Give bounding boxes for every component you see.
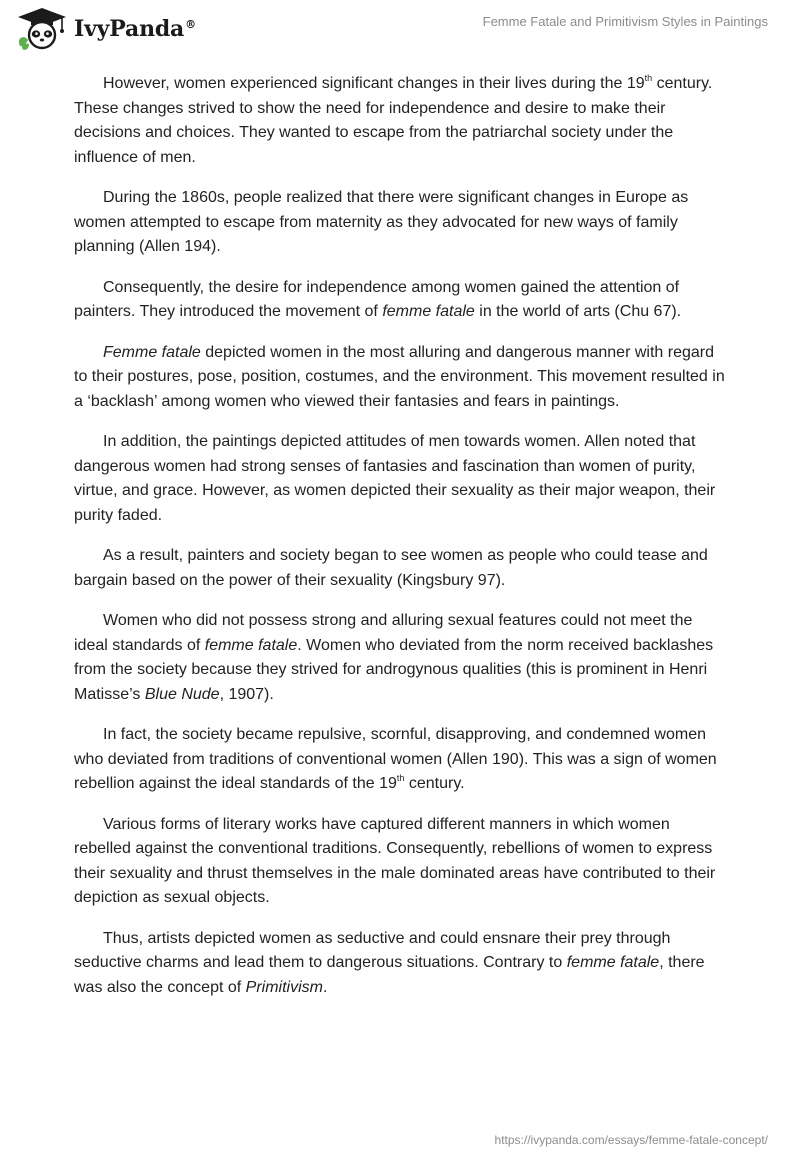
paragraph <box>74 927 728 1001</box>
document-title: Femme Fatale and Primitivism Styles in Paintings <box>482 14 768 29</box>
text-run: Thus, artists depicted women as seductive and could ensnare their prey through seductive charms and lead them to dangerous situations. Contrary to <box>74 929 671 971</box>
text-run: As a result, painters and society began to see women as people who could tease and bargain based on the power of their sexuality (Kingsbury 97). <box>74 547 708 589</box>
essay-body <box>74 72 728 1016</box>
paragraph <box>74 276 728 325</box>
paragraph <box>74 813 728 911</box>
text-run: depicted women in the most alluring and dangerous manner with regard to their postures, pose, position, costumes, and the environment. This movement resulted in a ‘backlash’ among women who viewed their fantasies and fears in paintings. <box>74 343 725 410</box>
text-run: century. <box>404 775 465 792</box>
text-run: in the world of arts (Chu 67). <box>474 303 682 320</box>
panda-graduate-icon <box>14 6 70 52</box>
italic-text: femme fatale <box>382 303 475 320</box>
text-run: , 1907). <box>219 685 274 703</box>
text-run: During the 1860s, people realized that there were significant changes in Europe as women attempted to escape from maternity as they advocated for new ways of family planning (Allen 194). <box>74 189 689 255</box>
text-run: However, women experienced significant changes in their lives during the 19 <box>103 75 645 92</box>
text-run: Various forms of literary works have captured different manners in which women rebelled against the conventional traditions. Consequently, rebellions of women to express their sexuality and thrust themselves in the male dominated areas have contributed to their depiction as sexual objects. <box>74 815 716 906</box>
italic-text: Primitivism <box>245 978 323 996</box>
paragraph <box>74 609 728 707</box>
paragraph <box>74 341 728 415</box>
paragraph <box>74 72 728 170</box>
source-url[interactable]: https://ivypanda.com/essays/femme-fatale-concept/ <box>494 1133 768 1147</box>
page-header <box>0 0 800 60</box>
paragraph <box>74 186 728 260</box>
text-run: , there was also the concept of <box>74 954 705 996</box>
paragraph <box>74 544 728 593</box>
text-run: century. These changes strived to show the need for independence and desire to make their decisions and choices. They wanted to escape from the patriarchal society under the influence of men. <box>74 75 713 166</box>
text-run: . Women who deviated from the norm received backlashes from the society because they strived for androgynous qualities (this is prominent in Henri Matisse’s <box>74 636 714 703</box>
italic-text: Blue Nude <box>144 685 220 703</box>
italic-text: femme fatale <box>204 636 298 654</box>
paragraph <box>74 723 728 797</box>
ivypanda-logo[interactable] <box>14 6 196 52</box>
brand-name: IvyPanda® <box>74 16 196 42</box>
text-run: In fact, the society became repulsive, scornful, disapproving, and condemned women who deviated from traditions of conventional women (Allen 190). This was a sign of women rebellion against the ideal standards of the 19 <box>74 726 717 792</box>
text-run: . <box>322 978 328 996</box>
italic-text: femme fatale <box>566 954 660 971</box>
registered-mark: ® <box>185 17 196 31</box>
text-run: Women who did not possess strong and alluring sexual features could not meet the ideal standards of <box>74 612 693 654</box>
superscript-text: th <box>644 72 653 83</box>
text-run: In addition, the paintings depicted attitudes of men towards women. Allen noted that dangerous women had strong senses of fantasies and fascination than women of purity, virtue, and grace. However, as women depicted their sexuality as their major weapon, their purity faded. <box>74 433 716 524</box>
text-run: Consequently, the desire for independence among women gained the attention of painters. They introduced the movement of <box>74 278 680 320</box>
superscript-text: th <box>396 772 405 783</box>
paragraph <box>74 430 728 528</box>
italic-text: Femme fatale <box>103 343 201 361</box>
